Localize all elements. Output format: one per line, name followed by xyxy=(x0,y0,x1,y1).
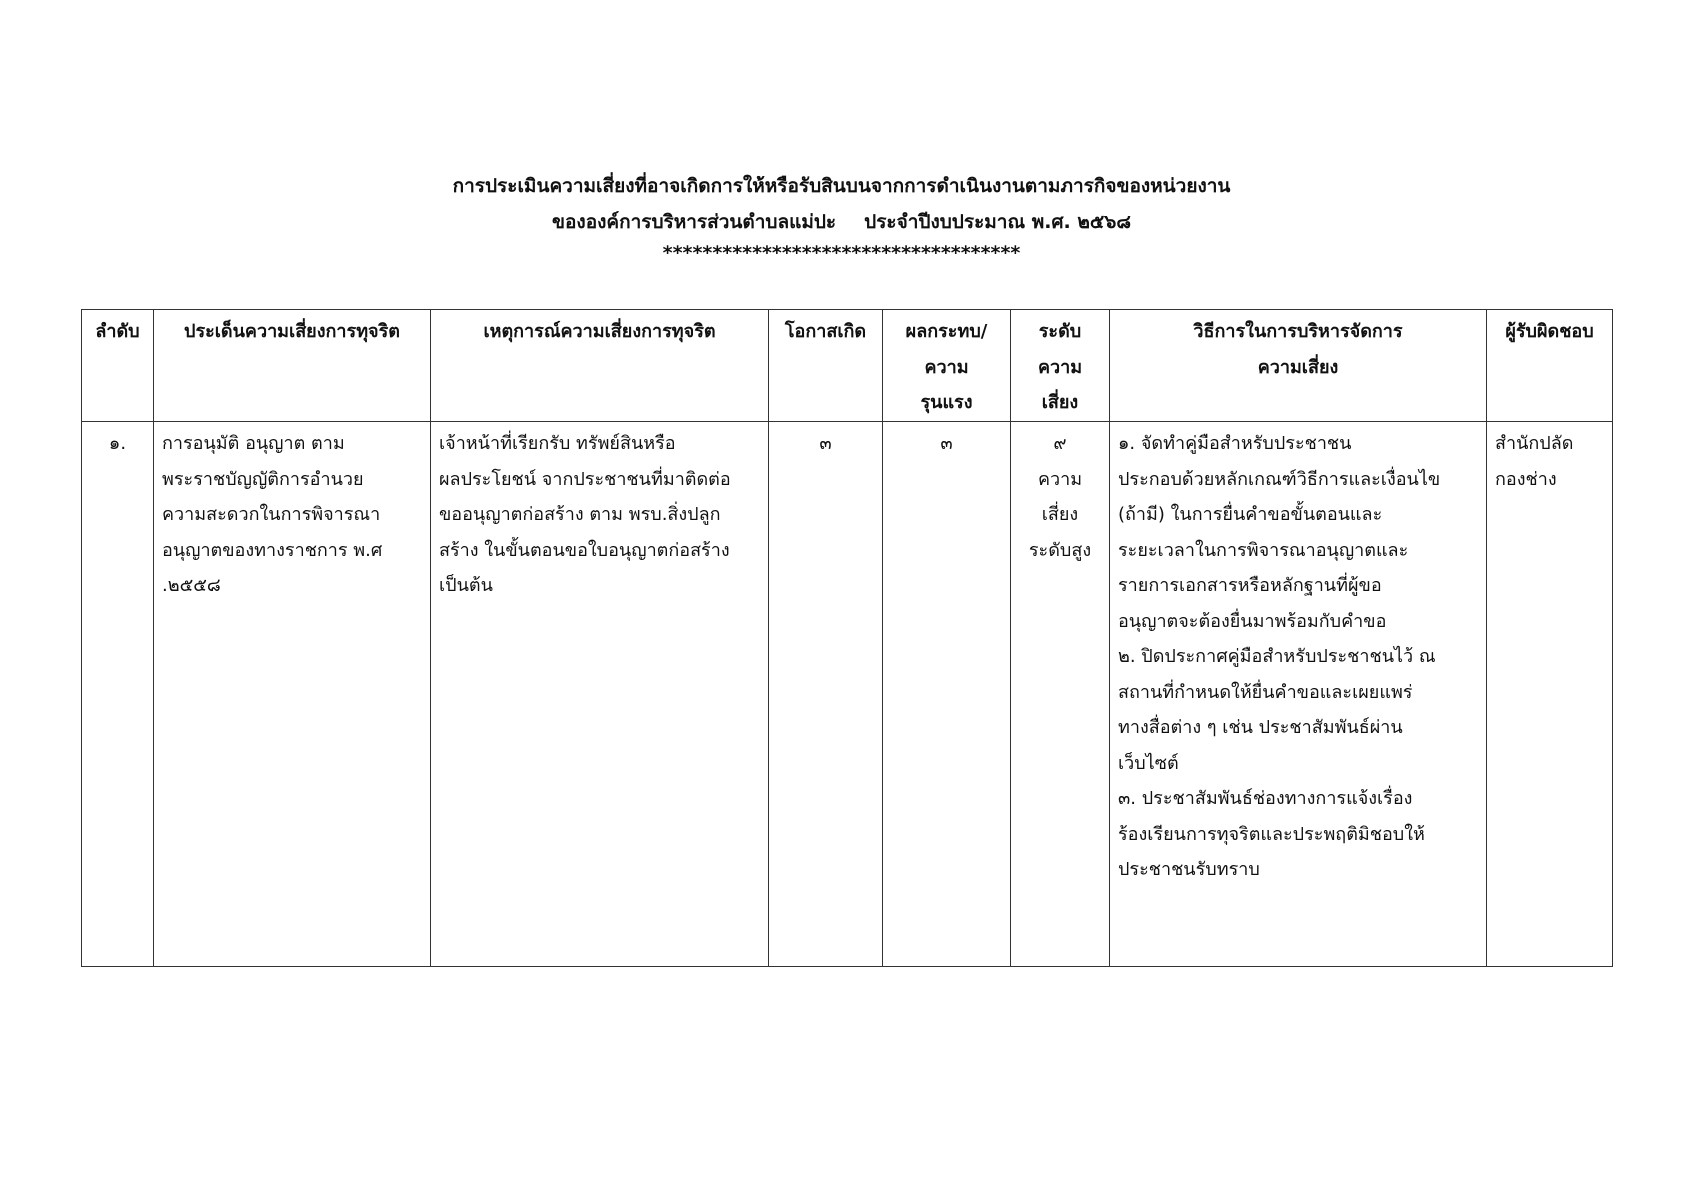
risk-assessment-table xyxy=(81,309,1613,967)
header-risk-level: ระดับ ความ เสี่ยง xyxy=(1011,310,1110,422)
header-issue: ประเด็นความเสี่ยงการทุจริต xyxy=(154,310,431,422)
cell-impact: ๓ xyxy=(883,422,1011,967)
table-row xyxy=(82,422,1613,967)
cell-issue: การอนุมัติ อนุญาต ตาม พระราชบัญญัติการอำนวย ความสะดวกในการพิจารณา อนุญาตของทางราชการ พ.ศ .๒๕๕๘ xyxy=(154,422,431,967)
header-order: ลำดับ xyxy=(82,310,154,422)
document-title: การประเมินความเสี่ยงที่อาจเกิดการให้หรือรับสินบนจากการดำเนินงานตามภารกิจของหน่วยงาน xyxy=(452,175,1231,197)
cell-management-method: ๑. จัดทำคู่มือสำหรับประชาชน ประกอบด้วยหลักเกณฑ์วิธีการและเงื่อนไข (ถ้ามี) ในการยื่นคำขอขั้นตอนและ ระยะเวลาในการพิจารณาอนุญาตและ รายการเอกสารหรือหลักฐานที่ผู้ขอ อนุญาตจะต้องยื่นมาพร้อมกับคำขอ ๒. ปิดประกาศคู่มือสำหรับประชาชนไว้ ณ สถานที่กำหนดให้ยื่นคำขอและเผยแพร่ ทางสื่อต่าง ๆ เช่น ประชาสัมพันธ์ผ่าน เว็บไซต์ ๓. ประชาสัมพันธ์ช่องทางการแจ้งเรื่อง ร้องเรียนการทุจริตและประพฤติมิชอบให้ ประชาชนรับทราบ xyxy=(1110,422,1487,967)
document-title-block xyxy=(0,168,1683,266)
header-likelihood: โอกาสเกิด xyxy=(769,310,883,422)
organization-name: ขององค์การบริหารส่วนตำบลแม่ปะ xyxy=(552,211,837,233)
header-responsible: ผู้รับผิดชอบ xyxy=(1487,310,1613,422)
cell-likelihood: ๓ xyxy=(769,422,883,967)
cell-order: ๑. xyxy=(82,422,154,967)
header-impact: ผลกระทบ/ ความ รุนแรง xyxy=(883,310,1011,422)
cell-responsible: สำนักปลัด กองช่าง xyxy=(1487,422,1613,967)
header-management-method: วิธีการในการบริหารจัดการ ความเสี่ยง xyxy=(1110,310,1487,422)
document-subtitle xyxy=(0,204,1683,240)
cell-risk-level: ๙ ความ เสี่ยง ระดับสูง xyxy=(1011,422,1110,967)
header-event: เหตุการณ์ความเสี่ยงการทุจริต xyxy=(431,310,769,422)
title-separator: ************************************ xyxy=(662,242,1021,264)
fiscal-year: ประจำปีงบประมาณ พ.ศ. ๒๕๖๘ xyxy=(864,211,1131,233)
table-header-row xyxy=(82,310,1613,422)
cell-event: เจ้าหน้าที่เรียกรับ ทรัพย์สินหรือ ผลประโยชน์ จากประชาชนที่มาติดต่อ ขออนุญาตก่อสร้าง ตาม พรบ.สิ่งปลูก สร้าง ในขั้นตอนขอใบอนุญาตก่อสร้าง เป็นต้น xyxy=(431,422,769,967)
